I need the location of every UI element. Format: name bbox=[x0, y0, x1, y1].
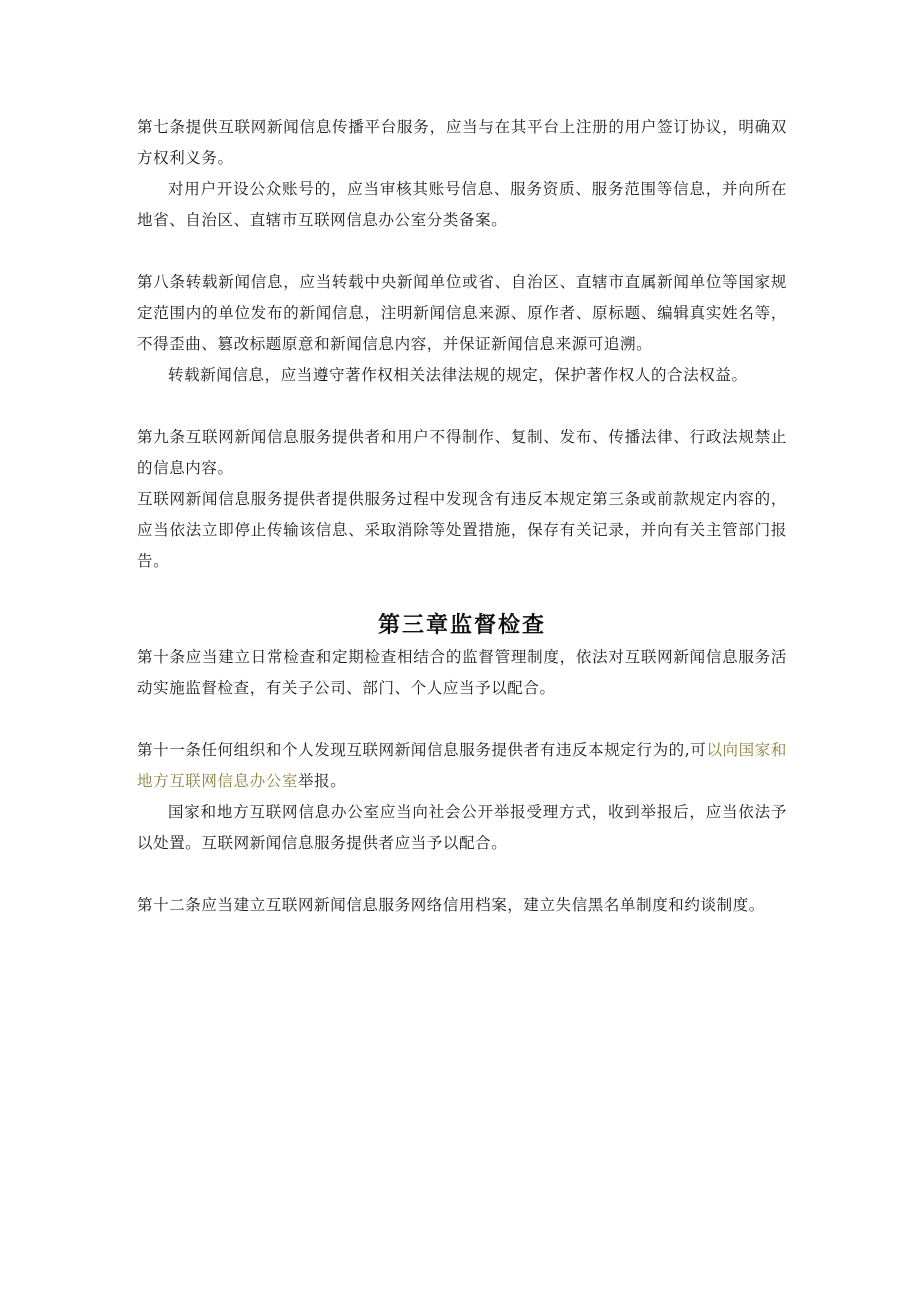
article-12-paragraph-1: 第十二条应当建立互联网新闻信息服务网络信用档案，建立失信黑名单制度和约谈制度。 bbox=[137, 896, 765, 914]
cyberspace-office-link[interactable]: 以向国家和地方互联网信息办公室 bbox=[137, 741, 787, 790]
paragraph-gap bbox=[137, 859, 787, 890]
article-11-paragraph-2: 国家和地方互联网信息办公室应当向社会公开举报受理方式，收到举报后，应当依法予以处置。互联网新闻信息服务提供者应当予以配合。 bbox=[137, 803, 787, 852]
paragraph-gap bbox=[137, 391, 787, 422]
article-7-paragraph-1: 第七条提供互联网新闻信息传播平台服务，应当与在其平台上注册的用户签订协议，明确双方权利义务。 bbox=[137, 118, 787, 167]
chapter-title: 第三章监督检查 bbox=[377, 612, 546, 638]
article-7-paragraph-2: 对用户开设公众账号的，应当审核其账号信息、服务资质、服务范围等信息，并向所在地省、自治区、直辖市互联网信息办公室分类备案。 bbox=[137, 180, 787, 229]
article-8-paragraph-2: 转载新闻信息，应当遵守著作权相关法律法规的规定，保护著作权人的合法权益。 bbox=[168, 366, 748, 384]
article-10-paragraph-1: 第十条应当建立日常检查和定期检查相结合的监督管理制度，依法对互联网新闻信息服务活动实施监督检查，有关子公司、部门、个人应当予以配合。 bbox=[137, 648, 787, 697]
paragraph-gap bbox=[137, 704, 787, 735]
article-9-paragraph-1: 第九条互联网新闻信息服务提供者和用户不得制作、复制、发布、传播法律、行政法规禁止的信息内容。 bbox=[137, 428, 787, 477]
article-11-paragraph-1 bbox=[137, 735, 787, 797]
article-11-text-before: 第十一条任何组织和个人发现互联网新闻信息服务提供者有违反本规定行为的,可 bbox=[137, 741, 707, 759]
paragraph-gap bbox=[137, 236, 787, 267]
article-8-paragraph-1: 第八条转载新闻信息，应当转载中央新闻单位或省、自治区、直辖市直属新闻单位等国家规定范围内的单位发布的新闻信息，注明新闻信息来源、原作者、原标题、编辑真实姓名等，不得歪曲、篡改标题原意和新闻信息内容，并保证新闻信息来源可追溯。 bbox=[137, 273, 787, 353]
paragraph-gap bbox=[137, 577, 787, 608]
article-11-text-after: 举报。 bbox=[298, 772, 347, 790]
document-page bbox=[137, 112, 787, 921]
article-9-paragraph-2: 互联网新闻信息服务提供者提供服务过程中发现含有违反本规定第三条或前款规定内容的，应当依法立即停止传输该信息、采取消除等处置措施，保存有关记录，并向有关主管部门报告。 bbox=[137, 490, 787, 570]
